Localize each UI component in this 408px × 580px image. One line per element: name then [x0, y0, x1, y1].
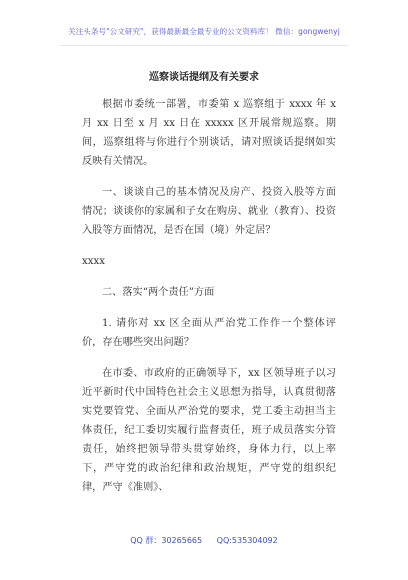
footer-qq-group: QQ 群：30265665: [130, 536, 203, 545]
header-divider: [60, 45, 348, 46]
footer-contact: [0, 535, 408, 546]
document-body: [82, 95, 336, 509]
paragraph-question-1: 1. 请你对 xx 区全面从严治党工作作一个整体评价，存在哪些突出问题？: [82, 318, 336, 348]
paragraph-section-2-heading: 二、落实“两个责任”方面: [102, 287, 215, 298]
footer-qq-number: QQ:535304092: [216, 536, 278, 545]
header-notice: 关注头条号"公文研究"，获得最新最全最专业的公文资料库！ 微信：gongwenyj: [68, 27, 340, 36]
paragraph-placeholder: xxxx: [82, 256, 105, 267]
paragraph-section-1: 一、谈谈自己的基本情况及房产、投资入股等方面情况；谈谈你的家属和子女在购房、就业（教育）、投资入股等方面情况，是否在国（境）外定居？: [82, 187, 336, 236]
paragraph-intro: 根据市委统一部署，市委第 x 巡察组于 xxxx 年 x 月 xx 日至 x 月 xx 日在 xxxxx 区开展常规巡察。期间，巡察组将与你进行个别谈话，请对照谈话提纲如实反映有关情况。: [82, 99, 336, 167]
document-title: 巡察谈话提纲及有关要求: [149, 72, 259, 83]
paragraph-answer-1: 在市委、市政府的正确领导下，xx 区领导班子以习近平新时代中国特色社会主义思想为指导，认真贯彻落实党要管党、全面从严治党的要求，党工委主动担当主体责任，纪工委切实履行监督责任，班子成员落实分管责任，始终把领导带头贯穿始终，身体力行，以上率下，严守党的政治纪律和政治规矩，严守党的组织纪律，严守《准则》、: [82, 368, 336, 493]
